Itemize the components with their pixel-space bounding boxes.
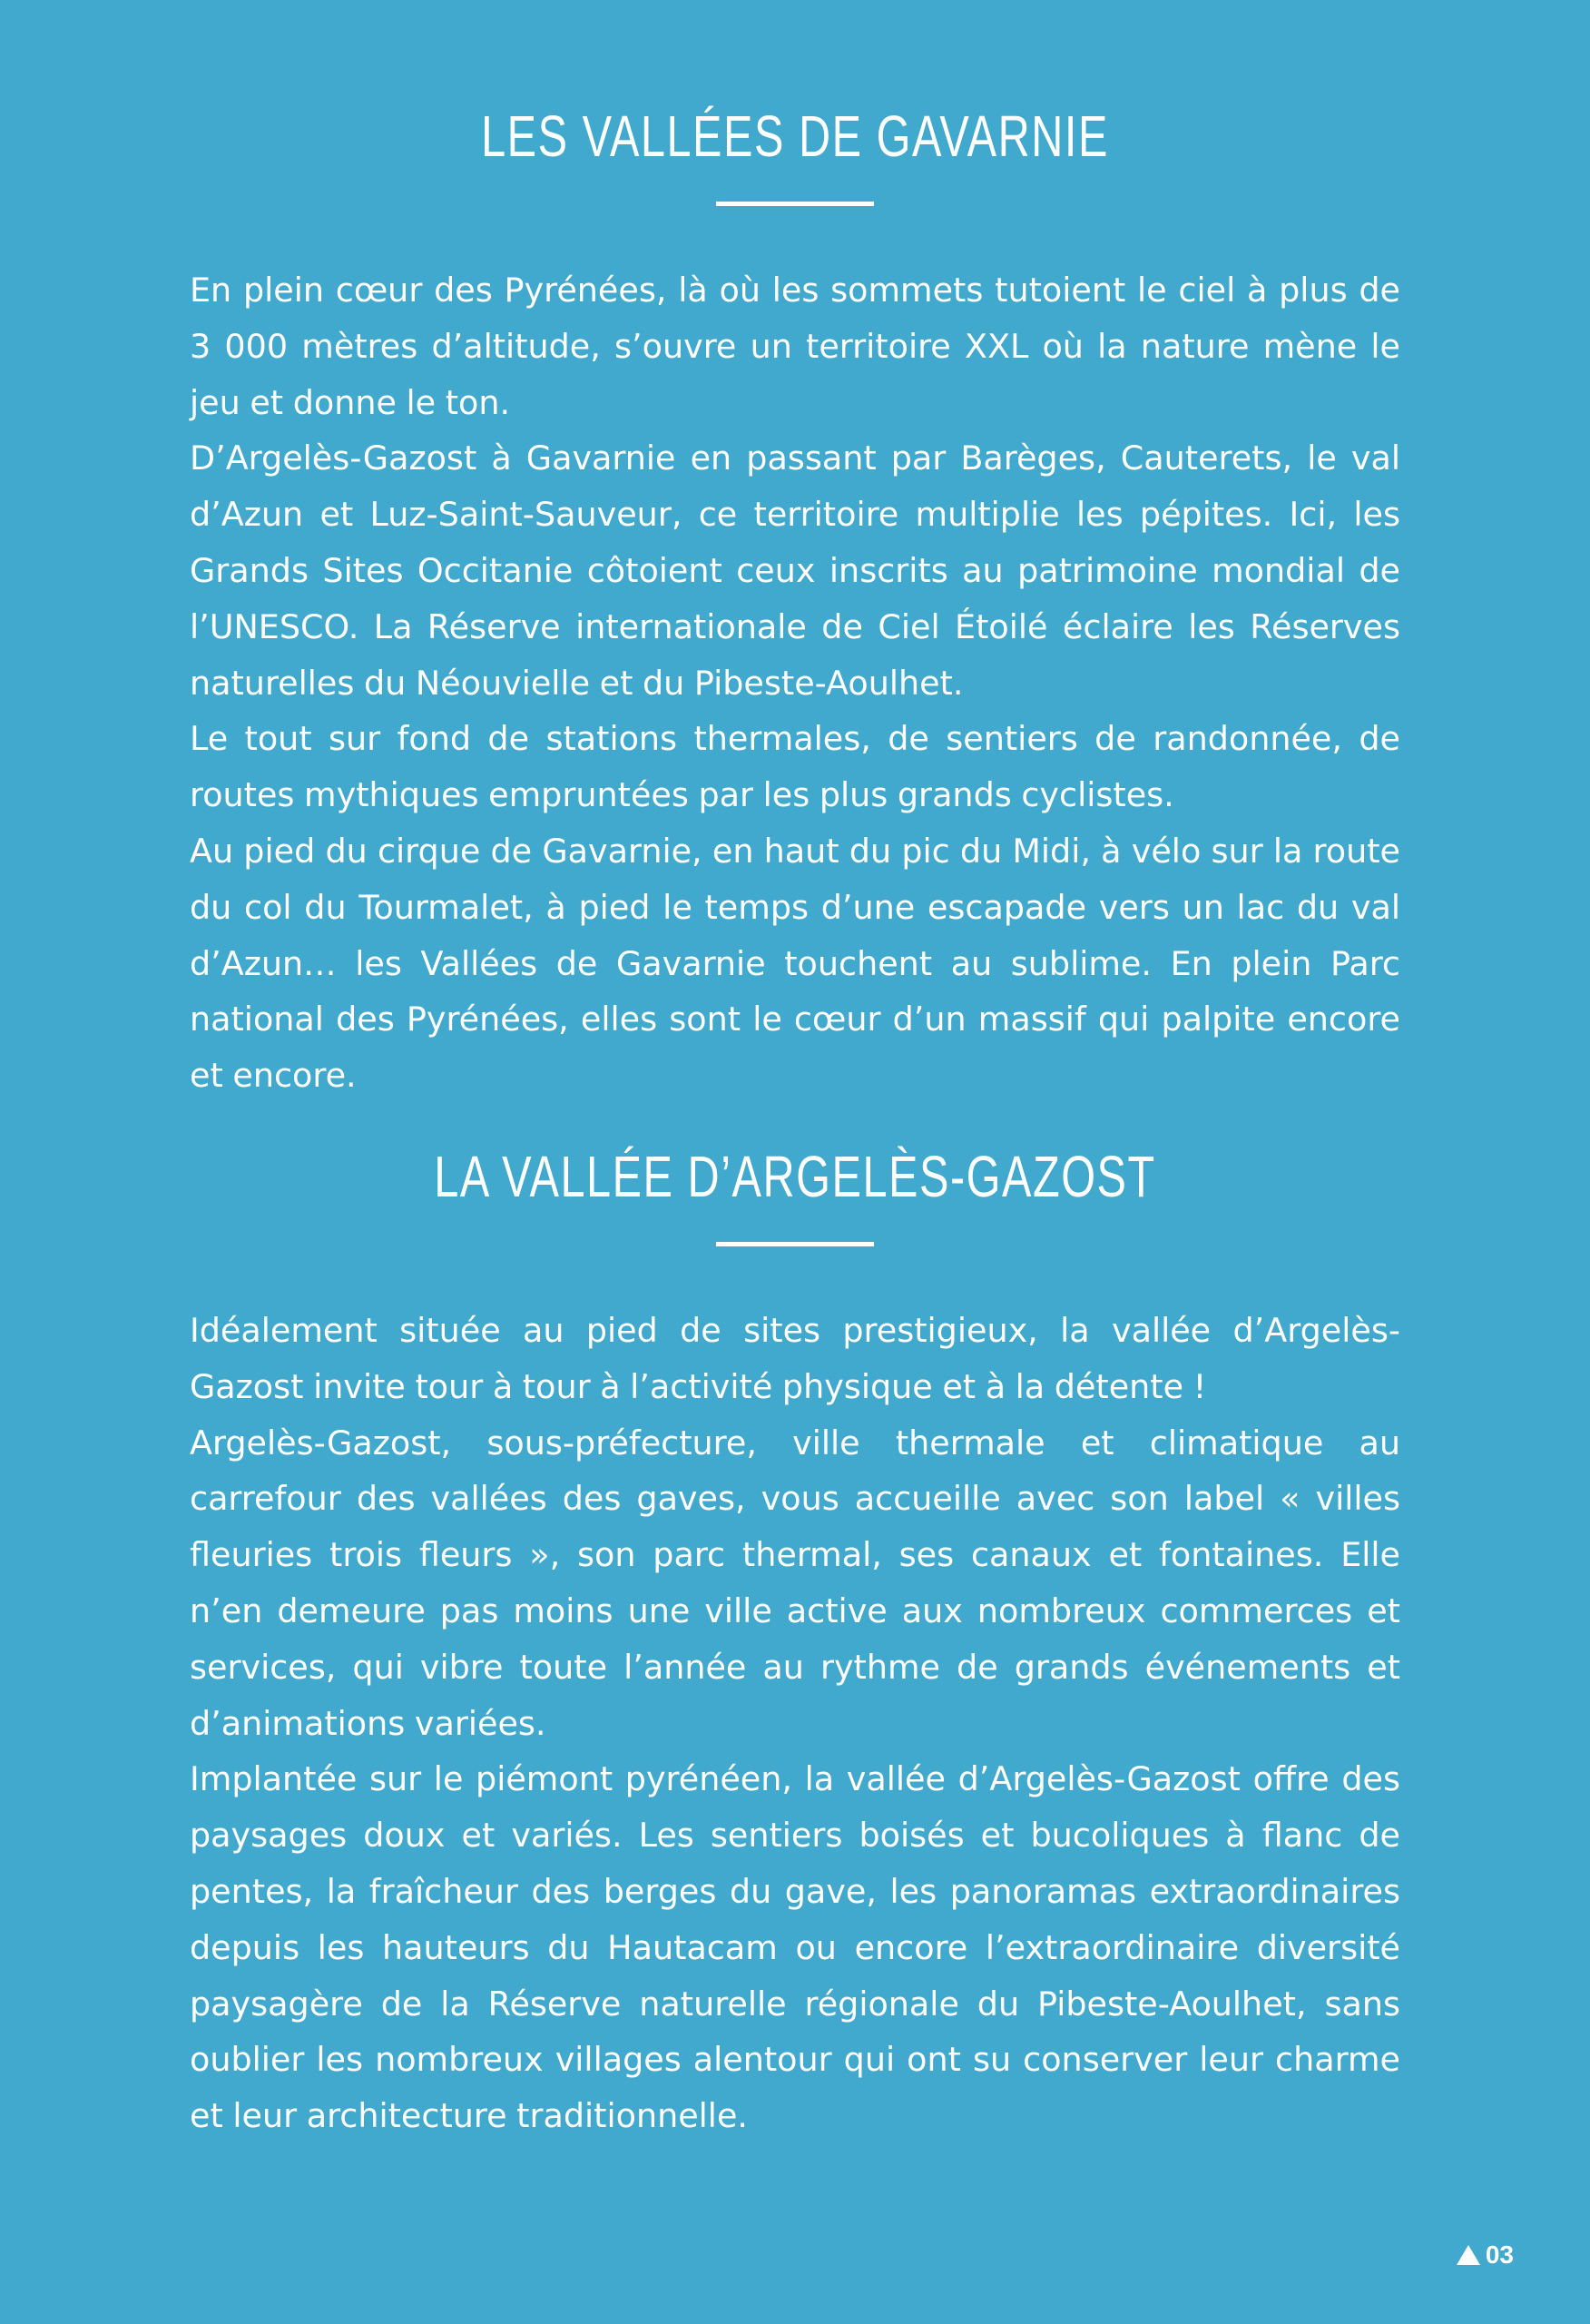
title-underline: [716, 1242, 874, 1246]
section-vallees-de-gavarnie: [190, 100, 1400, 1104]
paragraph: D’Argelès-Gazost à Gavarnie en passant par Barèges, Cauterets, le val d’Azun et Luz-Saint-Sauveur, ce territoire multiplie les pépites. Ici, les Grands Sites Occitanie côtoient ceux inscrits au patrimoine mondial de l’UNESCO. La Réserve internationale de Ciel Étoilé éclaire les Réserves naturelles du Néouvielle et du Pibeste-Aoulhet.: [190, 438, 1400, 703]
paragraph: En plein cœur des Pyrénées, là où les sommets tutoient le ciel à plus de 3 000 mètres d’altitude, s’ouvre un territoire XXL où la nature mène le jeu et donne le ton.: [190, 271, 1400, 422]
triangle-up-icon: [1457, 2245, 1480, 2265]
paragraph: Au pied du cirque de Gavarnie, en haut du pic du Midi, à vélo sur la route du col du Tourmalet, à pied le temps d’une escapade vers un lac du val d’Azun… les Vallées de Gavarnie touchent au sublime. En plein Parc national des Pyrénées, elles sont le cœur d’un massif qui palpite encore et encore.: [190, 831, 1400, 1096]
section-body: [190, 262, 1400, 1104]
paragraph: Idéalement située au pied de sites prestigieux, la vallée d’Argelès-Gazost invite tour à tour à l’activité physique et à la détente !: [190, 1311, 1400, 1406]
paragraph: Argelès-Gazost, sous-préfecture, ville thermale et climatique au carrefour des vallées des gaves, vous accueille avec son label « villes fleuries trois fleurs », son parc thermal, ses canaux et fontaines. Elle n’en demeure pas moins une ville active aux nombreux commerces et services, qui vibre toute l’année au rythme de grands événements et d’animations variées.: [190, 1423, 1400, 1743]
title-underline: [716, 202, 874, 206]
section-vallee-argeles-gazost: [190, 1140, 1400, 2144]
paragraph: Implantée sur le piémont pyrénéen, la vallée d’Argelès-Gazost offre des paysages doux et variés. Les sentiers boisés et bucoliques à flanc de pentes, la fraîcheur des berges du gave, les panoramas extraordinaires depuis les hauteurs du Hautacam ou encore l’extraordinaire diversité paysagère de la Réserve naturelle régionale du Pibeste-Aoulhet, sans oublier les nombreux villages alentour qui ont su conserver leur charme et leur architecture traditionnelle.: [190, 1759, 1400, 2136]
section-title: LES VALLÉES DE GAVARNIE: [481, 103, 1109, 169]
paragraph: Le tout sur fond de stations thermales, de sentiers de randonnée, de routes mythiques empruntées par les plus grands cyclistes.: [190, 719, 1400, 815]
section-title: LA VALLÉE D’ARGELÈS-GAZOST: [434, 1144, 1156, 1209]
section-body: [190, 1303, 1400, 2144]
page-folio: [1457, 2240, 1514, 2270]
page-number: 03: [1485, 2240, 1514, 2269]
